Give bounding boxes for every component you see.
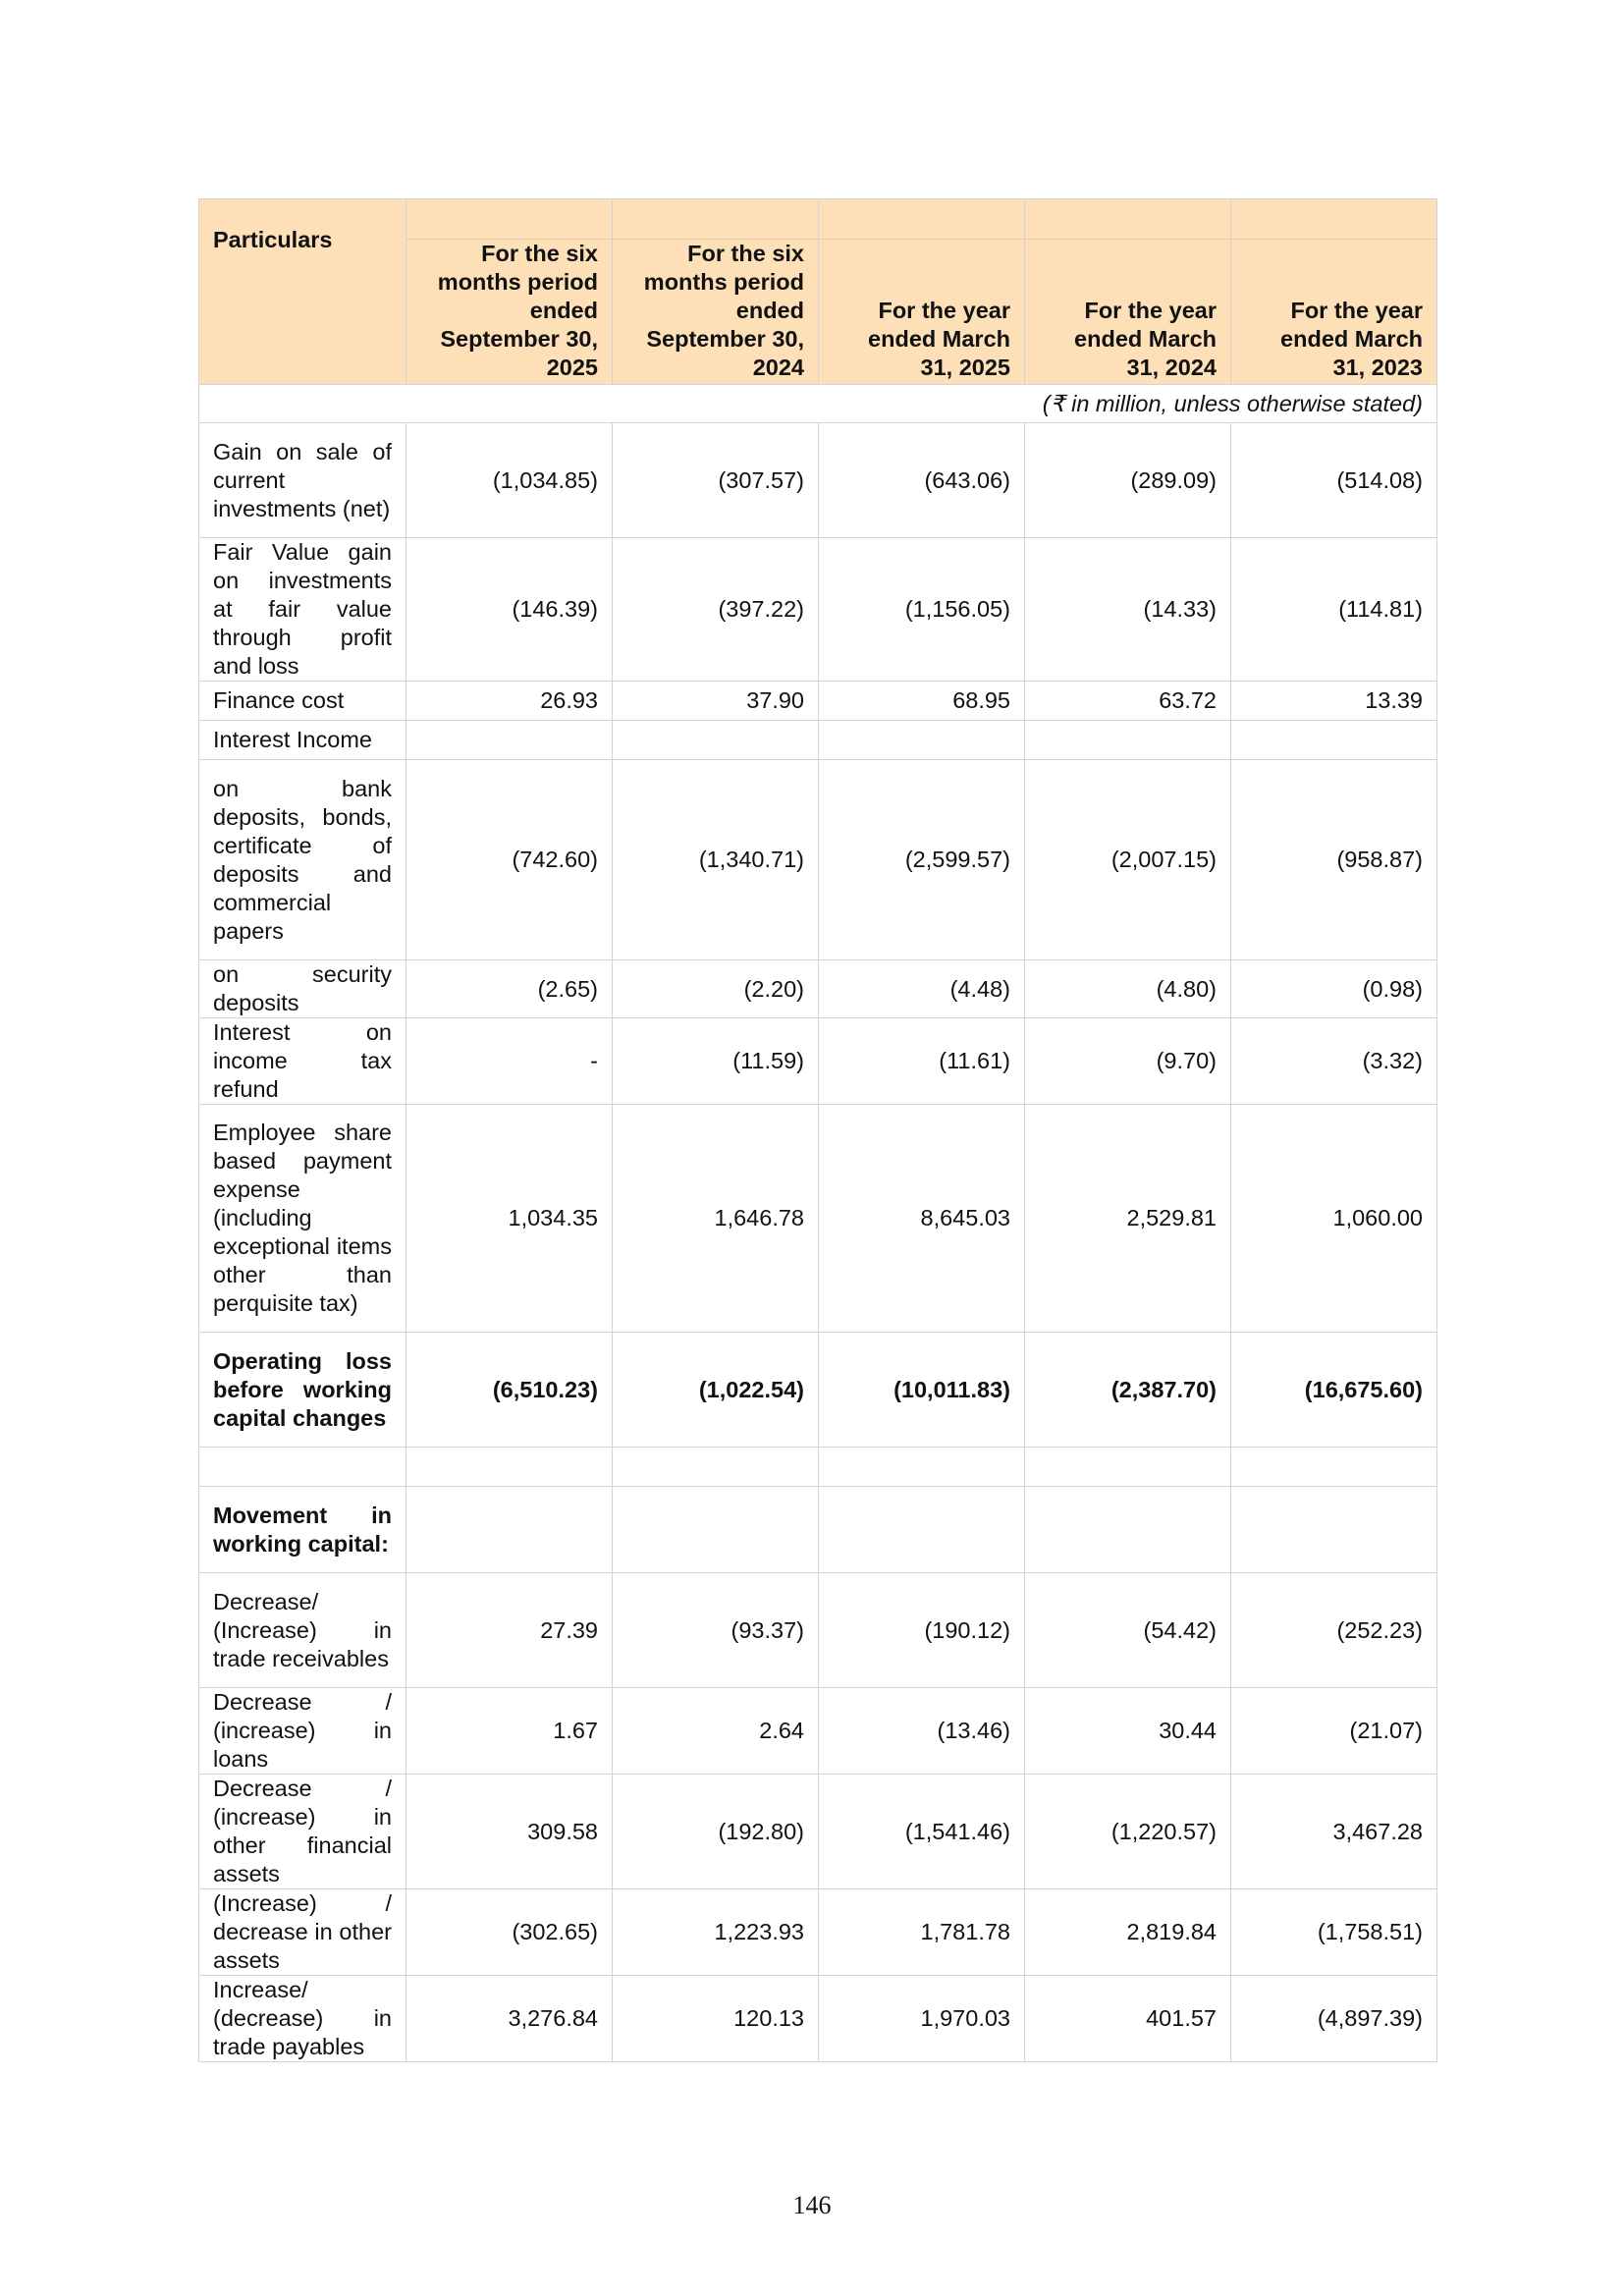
row-value: (4.48) — [819, 960, 1025, 1018]
row-value: - — [406, 1018, 613, 1105]
row-value — [1231, 1487, 1437, 1573]
row-value: (11.59) — [613, 1018, 819, 1105]
table-row — [199, 1688, 1437, 1775]
column-header-fy2025: For the year ended March 31, 2025 — [819, 240, 1025, 385]
row-value: 27.39 — [406, 1573, 613, 1688]
row-value: 1,646.78 — [613, 1105, 819, 1333]
table-row — [199, 1487, 1437, 1573]
row-value: 8,645.03 — [819, 1105, 1025, 1333]
row-value: (2,599.57) — [819, 760, 1025, 960]
row-value: (289.09) — [1025, 423, 1231, 538]
row-label — [199, 1448, 406, 1487]
header-spacer — [1025, 199, 1231, 240]
row-value: (10,011.83) — [819, 1333, 1025, 1448]
row-value: 1.67 — [406, 1688, 613, 1775]
table-row — [199, 1018, 1437, 1105]
row-value: (1,758.51) — [1231, 1889, 1437, 1976]
row-label: Gain on sale of current investments (net) — [199, 423, 406, 538]
row-value: (1,541.46) — [819, 1775, 1025, 1889]
table-row — [199, 760, 1437, 960]
column-header-fy2024: For the year ended March 31, 2024 — [1025, 240, 1231, 385]
row-value: 1,781.78 — [819, 1889, 1025, 1976]
row-value: (302.65) — [406, 1889, 613, 1976]
row-label: Increase/ (decrease) in trade payables — [199, 1976, 406, 2062]
row-label: Finance cost — [199, 682, 406, 721]
row-label: (Increase) / decrease in other assets — [199, 1889, 406, 1976]
row-value: (397.22) — [613, 538, 819, 682]
row-value: (4.80) — [1025, 960, 1231, 1018]
cash-flow-table — [198, 198, 1437, 2062]
row-value: 309.58 — [406, 1775, 613, 1889]
row-value: (1,340.71) — [613, 760, 819, 960]
row-value: 30.44 — [1025, 1688, 1231, 1775]
row-label: Decrease/ (Increase) in trade receivables — [199, 1573, 406, 1688]
row-value: (252.23) — [1231, 1573, 1437, 1688]
page-number: 146 — [792, 2191, 832, 2219]
row-value: 1,060.00 — [1231, 1105, 1437, 1333]
row-value: (114.81) — [1231, 538, 1437, 682]
header-spacer — [613, 199, 819, 240]
header-row-top — [199, 199, 1437, 240]
unit-row — [199, 385, 1437, 423]
row-label: on security deposits — [199, 960, 406, 1018]
row-value: (16,675.60) — [1231, 1333, 1437, 1448]
particulars-header: Particulars — [199, 199, 406, 385]
spacer-row — [199, 1448, 1437, 1487]
header-spacer — [406, 199, 613, 240]
row-label: Decrease / (increase) in other financial assets — [199, 1775, 406, 1889]
row-value: (11.61) — [819, 1018, 1025, 1105]
row-value: (514.08) — [1231, 423, 1437, 538]
header-spacer — [819, 199, 1025, 240]
row-label: Interest Income — [199, 721, 406, 760]
row-value: 1,223.93 — [613, 1889, 819, 1976]
row-value: (9.70) — [1025, 1018, 1231, 1105]
row-value: 13.39 — [1231, 682, 1437, 721]
row-value — [1025, 1487, 1231, 1573]
row-value: (190.12) — [819, 1573, 1025, 1688]
table-row — [199, 1889, 1437, 1976]
row-label: Fair Value gain on investments at fair value through profit and loss — [199, 538, 406, 682]
row-value: (1,220.57) — [1025, 1775, 1231, 1889]
row-value: (2,007.15) — [1025, 760, 1231, 960]
row-value: (2.20) — [613, 960, 819, 1018]
row-value — [1231, 721, 1437, 760]
row-value: 26.93 — [406, 682, 613, 721]
row-value: (6,510.23) — [406, 1333, 613, 1448]
row-value — [819, 1448, 1025, 1487]
row-value: (54.42) — [1025, 1573, 1231, 1688]
row-value: (146.39) — [406, 538, 613, 682]
row-value: 63.72 — [1025, 682, 1231, 721]
column-header-h1-2025: For the six months period ended September 30, 2025 — [406, 240, 613, 385]
row-value: 2,819.84 — [1025, 1889, 1231, 1976]
row-label: Interest on income tax refund — [199, 1018, 406, 1105]
row-label: Operating loss before working capital changes — [199, 1333, 406, 1448]
row-value: (14.33) — [1025, 538, 1231, 682]
row-value — [613, 721, 819, 760]
row-value — [1025, 721, 1231, 760]
table-row — [199, 1976, 1437, 2062]
row-value: (3.32) — [1231, 1018, 1437, 1105]
table-row — [199, 960, 1437, 1018]
row-value: 37.90 — [613, 682, 819, 721]
row-label: Decrease / (increase) in loans — [199, 1688, 406, 1775]
row-value: (1,156.05) — [819, 538, 1025, 682]
row-label: Movement in working capital: — [199, 1487, 406, 1573]
row-value: (2.65) — [406, 960, 613, 1018]
row-value: (307.57) — [613, 423, 819, 538]
row-value: (2,387.70) — [1025, 1333, 1231, 1448]
row-value: (1,022.54) — [613, 1333, 819, 1448]
row-value: (742.60) — [406, 760, 613, 960]
row-value: (93.37) — [613, 1573, 819, 1688]
row-value: (192.80) — [613, 1775, 819, 1889]
table-row — [199, 682, 1437, 721]
header-spacer — [1231, 199, 1437, 240]
row-value — [613, 1448, 819, 1487]
row-label: Employee share based payment expense (including exceptional items other than perquisite tax) — [199, 1105, 406, 1333]
table-row — [199, 1105, 1437, 1333]
row-value: (13.46) — [819, 1688, 1025, 1775]
table-row — [199, 1333, 1437, 1448]
row-value: 2.64 — [613, 1688, 819, 1775]
row-value: 401.57 — [1025, 1976, 1231, 2062]
row-value — [613, 1487, 819, 1573]
table-body — [199, 423, 1437, 2062]
table-row — [199, 1775, 1437, 1889]
table-row — [199, 538, 1437, 682]
table-row — [199, 1573, 1437, 1688]
row-value: (0.98) — [1231, 960, 1437, 1018]
row-value — [406, 1448, 613, 1487]
row-value: (4,897.39) — [1231, 1976, 1437, 2062]
table-row — [199, 423, 1437, 538]
row-value: (1,034.85) — [406, 423, 613, 538]
table-row — [199, 721, 1437, 760]
row-value: (643.06) — [819, 423, 1025, 538]
row-value — [819, 721, 1025, 760]
row-value — [406, 721, 613, 760]
row-value — [406, 1487, 613, 1573]
row-value — [819, 1487, 1025, 1573]
row-value: 1,034.35 — [406, 1105, 613, 1333]
column-header-fy2023: For the year ended March 31, 2023 — [1231, 240, 1437, 385]
row-value: 3,276.84 — [406, 1976, 613, 2062]
row-value: 1,970.03 — [819, 1976, 1025, 2062]
row-value: (958.87) — [1231, 760, 1437, 960]
row-value: (21.07) — [1231, 1688, 1437, 1775]
row-value: 120.13 — [613, 1976, 819, 2062]
row-value — [1025, 1448, 1231, 1487]
row-value: 3,467.28 — [1231, 1775, 1437, 1889]
column-header-h1-2024: For the six months period ended September 30, 2024 — [613, 240, 819, 385]
row-value: 2,529.81 — [1025, 1105, 1231, 1333]
unit-note: (₹ in million, unless otherwise stated) — [199, 385, 1437, 423]
row-label: on bank deposits, bonds, certificate of deposits and commercial papers — [199, 760, 406, 960]
row-value — [1231, 1448, 1437, 1487]
row-value: 68.95 — [819, 682, 1025, 721]
